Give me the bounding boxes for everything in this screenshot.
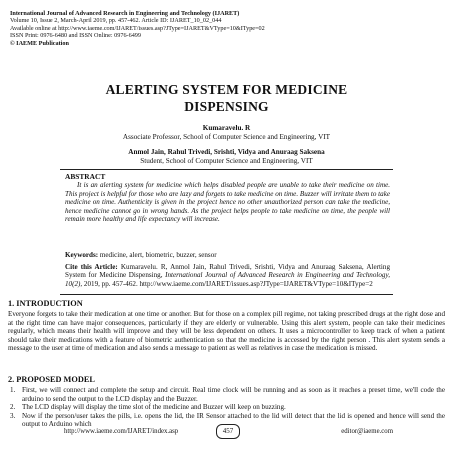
list-item-number: 3.	[10, 411, 16, 420]
paper-title-line-1: ALERTING SYSTEM FOR MEDICINE	[105, 82, 348, 97]
section-1-text: Everyone forgets to take their medication at one time or another. But for those on a complex pill regime, not taking prescribed drugs at the right dose and at the right time can have major consequences, particularly if they are elderly or vulnerable. Using this alert system, people can take their medicines regularly, which means their health will improve and they will be less dependent on others. It uses a microcontroller to keep track of when a patient should take their medications with a feature of biometric authentication so that the medicine is accessed by the right person . This alert system sends a message to the user at time of medication and also sends a message to patient as well as relatives in case the medication is missed.	[8, 310, 445, 353]
cite-journal: International Journal of Advanced Research in Engineering and Technology, 10(2),	[65, 271, 390, 288]
keywords-line	[65, 251, 390, 259]
citation-block	[65, 263, 390, 288]
publisher-info: © IAEME Publication	[10, 39, 69, 47]
abstract-heading: ABSTRACT	[65, 172, 106, 181]
list-item-text: First, we will connect and complete the setup and circuit. Real time clock will be running and as soon as it reaches a preset time, we'll code the arduino to send the output to the LCD display and the Buzzer.	[22, 386, 445, 403]
volume-info: Volume 10, Issue 2, March-April 2019, pp. 457-462. Article ID: IJARET_10_02_044	[10, 17, 222, 25]
journal-name: International Journal of Advanced Research in Engineering and Technology (IJARET)	[10, 10, 240, 17]
cite-tail: 2019, pp. 457-462.	[83, 279, 138, 288]
author-1-affiliation: Associate Professor, School of Computer Science and Engineering, VIT	[122, 133, 331, 141]
keywords-label: Keywords:	[65, 251, 99, 259]
list-item	[8, 386, 445, 403]
author-2-names: Anmol Jain, Rahul Trivedi, Srishti, Vidya and Anuraag Saksena	[128, 148, 325, 156]
proposed-model-list	[8, 386, 445, 429]
footer-url[interactable]: http://www.iaeme.com/IJARET/index.asp	[64, 428, 179, 435]
paper-title-line-2: DISPENSING	[184, 99, 269, 114]
section-1-heading: 1. INTRODUCTION	[8, 299, 83, 308]
cite-label: Cite this Article:	[65, 263, 118, 271]
list-item-text: The LCD display will display the time slot of the medicine and Buzzer will keep on buzzing.	[22, 403, 286, 412]
list-item-text: Now if the person/user takes the pills, i.e. opens the lid, the IR Sensor attached to the lid will detect that the lid is opened and hence will send the output to Arduino which	[22, 411, 445, 429]
journal-header	[10, 10, 443, 47]
abstract-top-rule	[60, 169, 393, 170]
section-2-heading: 2. PROPOSED MODEL	[8, 375, 95, 384]
author-2-affiliation: Student, School of Computer Science and Engineering, VIT	[140, 157, 313, 165]
abstract-text: It is an alerting system for medicine which helps disabled people are unable to take their medicine on time. This project is helpful for those who are lazy and forgets to take medicine on time. Buzzer will irritate them to take medicine on time. Authenticity is given in the project hence no other unauthorized person can take the medicine, hence medicine cannot go in wrong hands. As the project helps people to take medicine on time, the people will remain more healthy and life expectancy will increase.	[65, 181, 390, 224]
page-number: 457	[216, 424, 240, 439]
list-item	[8, 403, 445, 412]
list-item-number: 2.	[10, 403, 16, 412]
author-1-name: Kumaravelu. R	[202, 124, 251, 132]
keywords-text: medicine, alert, biometric, buzzer, sensor	[99, 251, 217, 259]
abstract-bottom-rule	[60, 294, 393, 295]
issn-info: ISSN Print: 0976-6480 and ISSN Online: 0976-6499	[10, 32, 141, 40]
cite-text: Kumaravelu. R, Anmol Jain, Rahul Trivedi, Srishti, Vidya and Anuraag Saksena, Alerting System for Medicine Dispensing,	[65, 263, 390, 280]
availability-link[interactable]: Available online at http://www.iaeme.com/IJARET/issues.asp?JType=IJARET&VType=10&IType=02	[10, 24, 265, 32]
footer-email[interactable]: editor@iaeme.com	[341, 428, 393, 435]
list-item-number: 1.	[10, 386, 16, 394]
cite-url[interactable]: http://www.iaeme.com/IJARET/issues.asp?JType=IJARET&VType=10&IType=2	[139, 279, 373, 288]
